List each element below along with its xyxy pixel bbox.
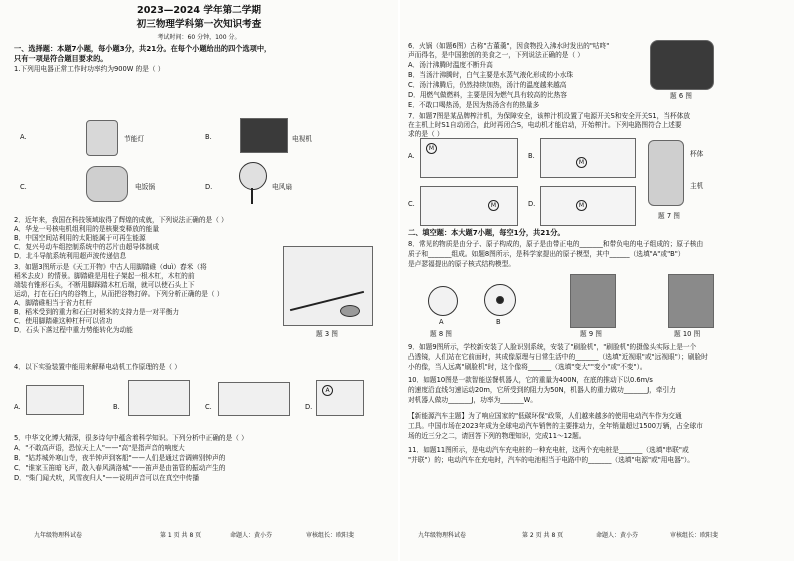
question-5: 5．中华文化博大精深，很多诗句中蕴含着科学知识。下列分析中正确的是（ ） — [14, 434, 248, 442]
q4-option-a: A. — [14, 403, 21, 411]
stone-mortar — [340, 305, 360, 317]
section2-heading: 二、填空题：本大题7小题，每空1分，共21分。 — [408, 228, 565, 237]
question-11-line2: "并联"）的；电动汽车在充电时，汽车的电池相当于电路中的_______（选填"电源"或"用电器"）。 — [408, 456, 694, 464]
atom-nucleus — [496, 296, 504, 304]
q4-apparatus-c — [218, 382, 290, 416]
q6-option-b: B．当汤汁沸腾时，白气主要是水蒸气液化形成的小水珠 — [408, 71, 574, 79]
left-footer-page: 第 1 页 共 8 页 — [160, 532, 202, 539]
exam-subtitle: 初三物理学科第一次知识考查 — [136, 19, 262, 30]
question-3-line2: 稻米去皮）的情景。脚踏碓是用柱子架起一根木杠，木杠的前 — [14, 272, 195, 280]
television-image — [240, 118, 288, 153]
q2-option-c: C．复兴号动车组控制系统中的芯片由超导体制成 — [14, 243, 160, 251]
hotpot-photo — [650, 40, 714, 90]
q1-option-c-letter: C. — [20, 183, 27, 191]
q1-option-b-label: 电视机 — [292, 135, 313, 143]
left-footer-subject: 九年级物理科试卷 — [34, 532, 83, 539]
q4-apparatus-a — [26, 385, 84, 415]
juicer-label-cup: 杯体 — [690, 150, 704, 158]
new-energy-intro-line1: 【新能源汽车主题】为了响应国家的"低碳环保"政策，人们越来越多的使用电动汽车作为交通 — [408, 412, 682, 420]
juicer-image — [648, 140, 684, 206]
right-footer-author: 命题人：黄小芬 — [596, 532, 639, 539]
left-footer-reviewer: 审核组长：欧阳斐 — [306, 532, 355, 539]
delivery-robot-photo — [668, 274, 714, 328]
q2-option-a: A．华龙一号核电机组利用的是核聚变释放的能量 — [14, 225, 160, 233]
q1-option-d-letter: D. — [205, 183, 213, 191]
q4-apparatus-b — [128, 380, 190, 416]
question-9-line2: 凸透镜，人们站在它前面时，其成像原理与日常生活中的_______（选填"近视眼"或"远视眼"）；刷脸时 — [408, 353, 708, 361]
q7-option-c: C. — [408, 200, 415, 208]
rice-cooker-image — [86, 166, 128, 202]
face-recognition-photo — [570, 274, 616, 328]
right-page — [400, 0, 794, 561]
q8-label-a: A — [439, 318, 444, 326]
question-8-line3: 是卢瑟福提出的原子核式结构模型。 — [408, 260, 515, 268]
motor-icon: M — [576, 200, 587, 211]
motor-icon: M — [488, 200, 499, 211]
q1-option-d-label: 电风扇 — [272, 183, 293, 191]
question-6-line2: 声而得名，是中国独创的美食之一，下列说法正确的是（ ） — [408, 51, 584, 59]
pedal-pestle-illustration — [283, 246, 373, 326]
q1-option-a-label: 节能灯 — [124, 135, 145, 143]
motor-icon: M — [576, 157, 587, 168]
q5-option-d: D．"柴门闻犬吠，风雪夜归人"——说明声音可以在真空中传播 — [14, 474, 200, 482]
q4-option-d: D. — [305, 403, 313, 411]
ammeter-icon: A — [322, 385, 333, 396]
q7-circuit-c — [420, 186, 518, 226]
exam-title: 2023—2024 学年第二学期 — [137, 5, 261, 16]
q6-option-c: C．汤汁沸腾后，仍然持续加热，汤汁的温度越来越高 — [408, 81, 567, 89]
juicer-label-base: 主机 — [690, 182, 704, 190]
question-10-line2: 的速度沿直线匀速运动20m，它所受到的阻力为50N，机器人的重力做功_______J，牵引力 — [408, 386, 676, 394]
question-7-line3: 求的是（ ） — [408, 130, 444, 138]
new-energy-intro-line3: 场的近三分之二，请回答下列的物理知识，完成11～12题。 — [408, 432, 586, 440]
question-7-line2: 在主机上时S1自动闭合，此时再闭合S，电动机才能启动，开始榨汁。下列电路图符合上述要 — [408, 121, 682, 129]
q7-option-a: A. — [408, 152, 415, 160]
right-footer-reviewer: 审核组长：欧阳斐 — [670, 532, 719, 539]
q3-option-d: D．石头下落过程中重力势能转化为动能 — [14, 326, 133, 334]
q3-option-a: A．脚踏碓相当于省力杠杆 — [14, 299, 93, 307]
q8-label-b: B — [496, 318, 501, 326]
figure-3-caption: 题 3 图 — [316, 330, 338, 338]
q4-option-c: C. — [205, 403, 212, 411]
q2-option-b: B．中国空间站利用的太阳能属于可再生能源 — [14, 234, 146, 242]
question-3-line3: 端装有锥形石头，不断用脚踩踏木杠后端，就可以使石头上下 — [14, 281, 195, 289]
energy-saving-lamp-image — [86, 120, 118, 156]
q5-option-a: A．"不敢高声语，恐惊天上人"——"高"是指声音的响度大 — [14, 444, 185, 452]
exam-info: 考试时间：60 分钟，100 分。 — [157, 34, 241, 41]
section1-heading: 一、选择题：本题7小题，每小题3分，共21分。在每个小题给出的四个选项中， — [14, 44, 272, 53]
q4-option-b: B. — [113, 403, 120, 411]
question-4: 4．以下实验装置中能用来解释电动机工作原理的是（ ） — [14, 363, 181, 371]
figure-7-caption: 题 7 图 — [658, 212, 680, 220]
right-footer-subject: 九年级物理科试卷 — [418, 532, 467, 539]
atom-model-a — [428, 286, 458, 316]
question-8-line2: 质子和_______组成。如题8图所示，是科学家提出的原子模型，其中______（选填"A"或"B"） — [408, 250, 685, 258]
question-9-line3: 小的像，当人远离"刷脸机"时，这个像将_______（选填"变大""变小"或"不变"）。 — [408, 363, 647, 371]
question-6-line1: 6．火锅（如题6图）古称"古董羹"，因食物投入沸水时发出的"咕咚" — [408, 42, 610, 50]
q7-circuit-d — [540, 186, 636, 226]
q7-option-b: B. — [528, 152, 535, 160]
figure-9-caption: 题 9 图 — [580, 330, 602, 338]
q2-option-d: D．北斗导航系统利用超声波传递信息 — [14, 252, 127, 260]
right-footer-page: 第 2 页 共 8 页 — [522, 532, 564, 539]
question-3-line1: 3．如题3图所示是《天工开物》中古人用脚踏碓（duì）舂米（将 — [14, 263, 207, 271]
q1-option-b-letter: B. — [205, 133, 212, 141]
q3-option-b: B．稻米受到的重力和石臼对稻米的支持力是一对平衡力 — [14, 308, 180, 316]
q5-option-b: B．"姑苏城外寒山寺，夜半钟声到客船"——人们是通过音调辨别钟声的 — [14, 454, 226, 462]
figure-8-caption: 题 8 图 — [430, 330, 452, 338]
q5-option-c: C．"谁家玉笛暗飞声，散入春风满洛城"——笛声是由笛管的振动产生的 — [14, 464, 226, 472]
q7-option-d: D. — [528, 200, 536, 208]
electric-fan-image — [239, 162, 267, 190]
question-11-line1: 11．如题11图所示，是电动汽车充电桩的一种充电桩，这两个充电桩是_______（选填"串联"或 — [408, 446, 689, 454]
question-1: 1.下列用电器正常工作时功率约为900W 的是（ ） — [14, 65, 165, 73]
question-10-line3: 对机器人做功_______J，功率为_______W。 — [408, 396, 537, 404]
left-footer-author: 命题人：黄小芬 — [230, 532, 273, 539]
section1-heading-line2: 只有一项是符合题目要求的。 — [14, 54, 108, 63]
question-9-line1: 9．如题9图所示，学校新安装了人脸识别系统，安装了"刷脸机"，"刷脸机"的摄像头实际上是一个 — [408, 343, 697, 351]
question-3-line4: 运动，打在石臼内的谷物上，从而把谷物打碎。下列分析正确的是（ ） — [14, 290, 224, 298]
question-10-line1: 10．如题10图是一款智能送餐机器人，它的重量为400N，在底的推动下以0.6m/s — [408, 376, 653, 384]
question-7-line1: 7．如题7图是某品牌榨汁机，为保障安全，该榨汁机设置了电源开关S和安全开关S1，当杯体放 — [408, 112, 691, 120]
figure-10-caption: 题 10 图 — [674, 330, 701, 338]
q7-circuit-b — [540, 138, 636, 178]
q1-option-a-letter: A. — [20, 133, 27, 141]
new-energy-intro-line2: 工具。中国市场在2023年成为全球电动汽车销售的主要推动力，全年销量超过1500万辆，占全球市 — [408, 422, 703, 430]
question-8-line1: 8．常见的物质是由分子、原子构成的，原子是由带正电的_______和带负电的电子组成的；原子核由 — [408, 240, 704, 248]
q6-option-a: A．汤汁沸腾时温度不断升高 — [408, 61, 493, 69]
fan-stand — [251, 188, 253, 204]
q3-option-c: C．使用脚踏碓这种杠杆可以省功 — [14, 317, 113, 325]
question-2: 2．近年来，我国在科技领域取得了辉煌的成就，下列说法正确的是（ ） — [14, 216, 228, 224]
q6-option-d: D．用燃气做燃料，主要是因为燃气具有较高的比热容 — [408, 91, 567, 99]
q1-option-c-label: 电饭锅 — [135, 183, 156, 191]
figure-6-caption: 题 6 图 — [670, 92, 692, 100]
q6-option-e: E．不敢口喝热汤，是因为热汤含有的热量多 — [408, 101, 540, 109]
motor-icon: M — [426, 143, 437, 154]
